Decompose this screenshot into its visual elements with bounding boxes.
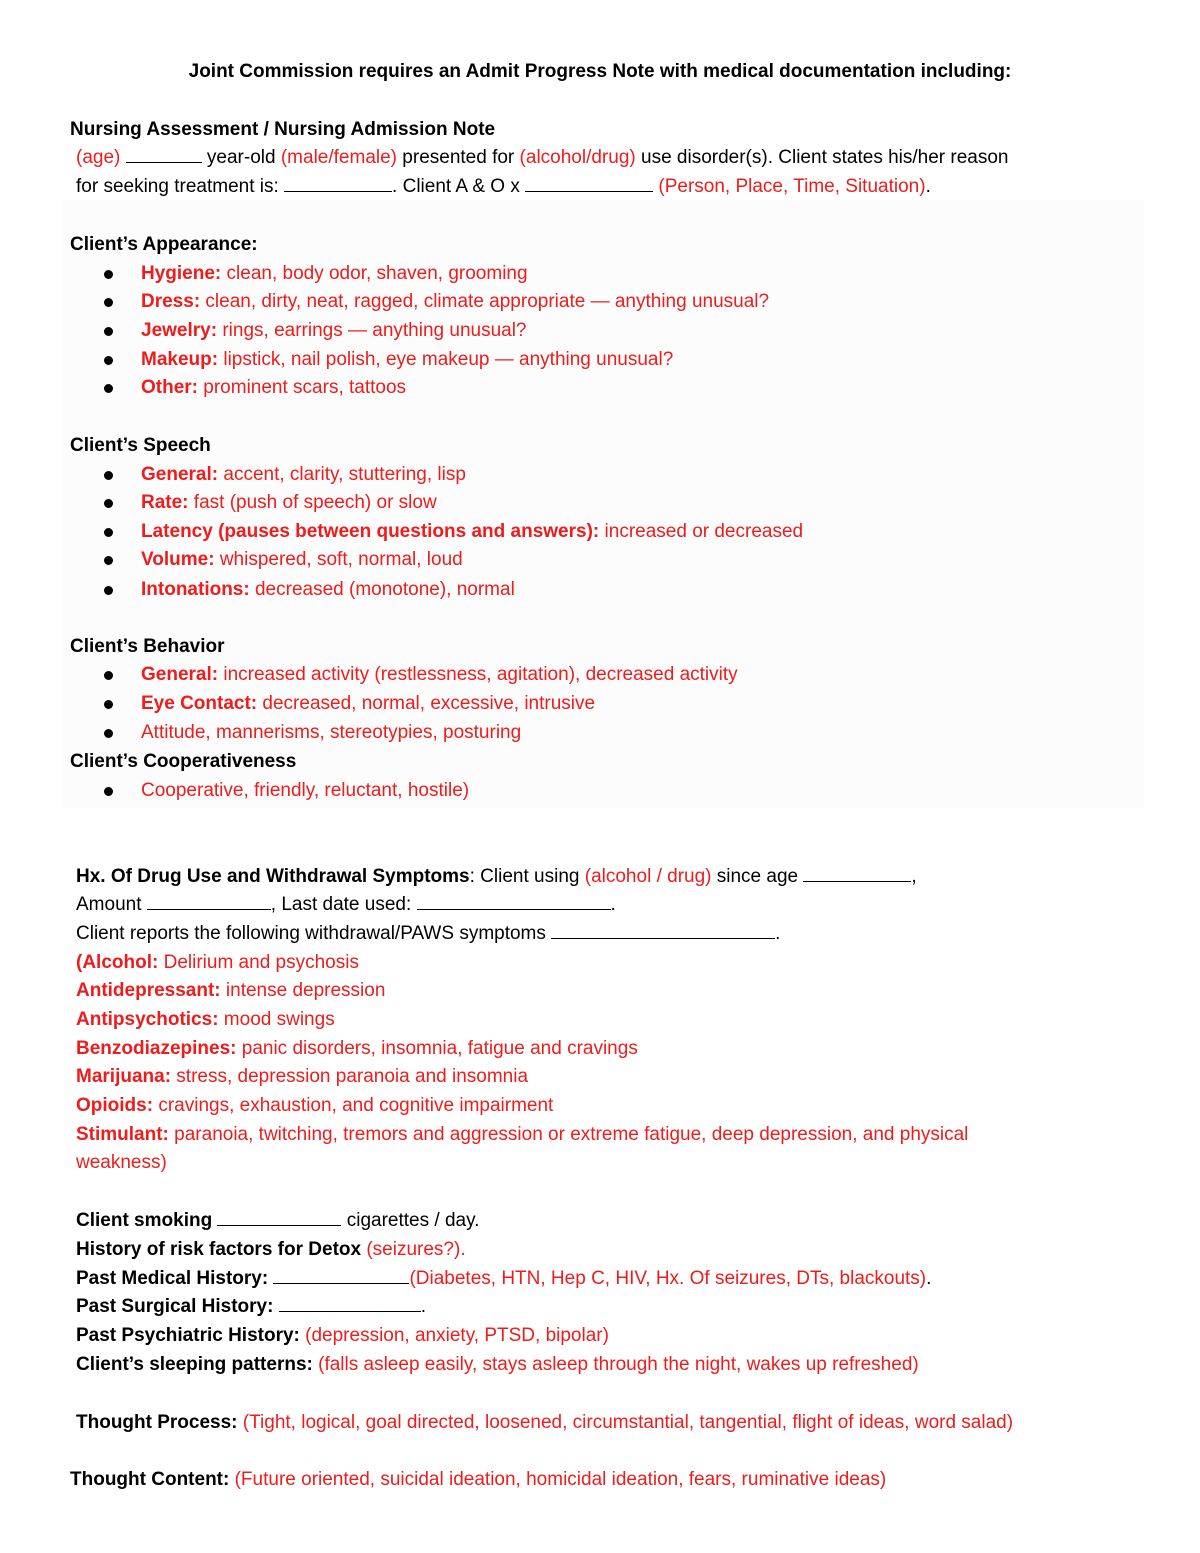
symptom-text: mood swings [218,1009,335,1030]
bullet [104,356,113,365]
item-text: decreased, normal, excessive, intrusive [257,693,596,714]
psych-history-line [76,1324,609,1348]
symptom-label: (Alcohol: [76,952,159,973]
presented-for-text: presented for [402,147,515,168]
symptom-item [76,951,359,975]
last-date-text: , Last date used: [270,894,417,915]
item-text: clean, body odor, shaven, grooming [221,263,528,284]
item-label: Eye Contact: [141,693,258,714]
bullet [104,528,113,537]
drug-history-line-1 [76,865,917,889]
symptom-item [76,979,385,1003]
age-blank[interactable] [126,146,202,163]
bullet [104,700,113,709]
list-item [141,692,595,716]
symptom-label: Stimulant: [76,1124,169,1145]
bullet [104,384,113,393]
since-age-text: since age [711,866,804,887]
symptom-label: Marijuana: [76,1066,172,1087]
list-item [141,548,463,572]
item-text: fast (push of speech) or slow [188,492,437,513]
symptom-item [76,1037,638,1061]
item-text: clean, dirty, neat, ragged, climate appropriate — anything unusual? [200,291,770,312]
medical-history-blank[interactable] [273,1267,409,1284]
substance-hint: (alcohol/drug) [519,147,636,168]
medical-history-line [76,1267,931,1291]
thought-process-line [76,1411,1013,1435]
bullet [104,556,113,565]
bullet [104,729,113,738]
list-item [141,578,515,602]
nursing-heading: Nursing Assessment / Nursing Admission Note [70,119,496,140]
period: . [420,1296,427,1317]
cooperativeness-heading: Client’s Cooperativeness [70,751,297,772]
item-label: General: [141,664,219,685]
drug-history-line-2 [76,893,616,917]
risk-line [76,1238,466,1262]
item-label: Rate: [141,492,189,513]
amount-blank[interactable] [147,893,271,910]
thought-content-line [70,1468,886,1492]
bullet [104,298,113,307]
paws-text: Client reports the following withdrawal/PAWS symptoms [76,923,552,944]
item-text: rings, earrings — anything unusual? [217,320,527,341]
item-text: increased activity (restlessness, agitation), decreased activity [218,664,738,685]
item-label: Jewelry: [141,320,218,341]
period: . [775,923,781,944]
risk-label: History of risk factors for Detox [76,1239,367,1260]
thought-content-label: Thought Content: [70,1469,235,1490]
behavior-heading: Client’s Behavior [70,636,225,657]
amount-text: Amount [76,894,147,915]
item-label: Intonations: [141,579,250,600]
symptom-item [76,1094,553,1118]
smoking-blank[interactable] [217,1209,341,1226]
item-label: Volume: [141,549,215,570]
item-text: lipstick, nail polish, eye makeup — anything unusual? [218,349,674,370]
list-item [141,520,803,544]
psych-history-hint: (depression, anxiety, PTSD, bipolar) [305,1325,609,1346]
smoking-line [76,1209,479,1233]
surgical-history-blank[interactable] [279,1295,421,1312]
client-using-text: : Client using [469,866,585,887]
medical-history-label: Past Medical History: [76,1268,274,1289]
symptom-item [76,1065,528,1089]
drug-substance-hint: (alcohol / drug) [584,866,712,887]
surgical-history-line [76,1295,426,1319]
item-text: whispered, soft, normal, loud [214,549,463,570]
item-text: Attitude, mannerisms, stereotypies, posturing [141,722,522,743]
use-disorder-text: use disorder(s). Client states his/her reason [641,147,1009,168]
year-old-text: year-old [206,147,276,168]
paws-blank[interactable] [551,922,775,939]
thought-content-hint: (Future oriented, suicidal ideation, homicidal ideation, fears, ruminative ideas) [234,1469,887,1490]
nursing-line-2 [76,175,931,199]
medical-history-hint: (Diabetes, HTN, Hep C, HIV, Hx. Of seizures, DTs, blackouts) [409,1268,927,1289]
surgical-history-label: Past Surgical History: [76,1296,279,1317]
orientation-period: . [925,176,931,197]
ao-blank[interactable] [525,175,653,192]
list-item [141,779,469,803]
bullet [104,787,113,796]
drug-history-label: Hx. Of Drug Use and Withdrawal Symptoms [76,866,470,887]
bullet [104,586,113,595]
symptom-text: stress, depression paranoia and insomnia [171,1066,529,1087]
thought-process-label: Thought Process: [76,1412,243,1433]
item-text: prominent scars, tattoos [198,377,407,398]
risk-hint: (seizures?). [366,1239,466,1260]
item-label: Makeup: [141,349,219,370]
speech-heading: Client’s Speech [70,435,211,456]
period: . [926,1268,932,1289]
list-item [141,663,738,687]
item-text: accent, clarity, stuttering, lisp [218,464,466,485]
seeking-text: for seeking treatment is: [76,176,279,197]
comma: , [911,866,917,887]
bullet [104,471,113,480]
symptom-text: intense depression [220,980,386,1001]
document-title: Joint Commission requires an Admit Progress Note with medical documentation including: [188,61,1012,82]
symptom-label: Antidepressant: [76,980,221,1001]
sleep-label: Client’s sleeping patterns: [76,1354,319,1375]
list-item [141,463,466,487]
symptom-continuation: weakness) [76,1152,167,1173]
age-hint: (age) [76,147,121,168]
item-label: Hygiene: [141,263,222,284]
list-item [141,721,521,745]
smoking-label: Client smoking [76,1210,218,1231]
bullet [104,327,113,336]
sex-hint: (male/female) [280,147,398,168]
symptom-label: Antipsychotics: [76,1009,219,1030]
symptom-text: paranoia, twitching, tremors and aggression or extreme fatigue, deep depression, and physical [168,1124,969,1145]
appearance-heading: Client’s Appearance: [70,234,258,255]
bullet [104,270,113,279]
last-date-blank[interactable] [417,893,611,910]
list-item [141,376,406,400]
list-item [141,491,437,515]
symptom-text: Delirium and psychosis [158,952,359,973]
symptom-label: Benzodiazepines: [76,1038,237,1059]
item-text: increased or decreased [599,521,804,542]
item-label: Other: [141,377,198,398]
item-label: General: [141,464,219,485]
reason-blank[interactable] [284,175,392,192]
bullet [104,671,113,680]
orientation-hint: (Person, Place, Time, Situation) [658,176,926,197]
list-item [141,262,528,286]
item-label: Latency (pauses between questions and answers): [141,521,600,542]
psych-history-label: Past Psychiatric History: [76,1325,306,1346]
item-text: Cooperative, friendly, reluctant, hostile) [141,780,470,801]
symptom-text: cravings, exhaustion, and cognitive impairment [153,1095,554,1116]
symptom-label: Opioids: [76,1095,154,1116]
list-item [141,290,769,314]
sleep-line [76,1353,919,1377]
symptom-text: panic disorders, insomnia, fatigue and cravings [236,1038,638,1059]
symptom-item [76,1008,335,1032]
item-label: Dress: [141,291,201,312]
smoking-unit: cigarettes / day. [341,1210,480,1231]
sleep-hint: (falls asleep easily, stays asleep through the night, wakes up refreshed) [318,1354,919,1375]
list-item [141,319,527,343]
since-age-blank[interactable] [803,865,911,882]
period: . [610,894,616,915]
bullet [104,499,113,508]
item-text: decreased (monotone), normal [249,579,515,600]
client-ao-text: . Client A & O x [392,176,520,197]
drug-history-line-3 [76,922,780,946]
symptom-item [76,1123,968,1147]
nursing-line-1 [76,146,1009,170]
list-item [141,348,673,372]
thought-process-hint: (Tight, logical, goal directed, loosened, circumstantial, tangential, flight of ideas, word salad) [242,1412,1014,1433]
